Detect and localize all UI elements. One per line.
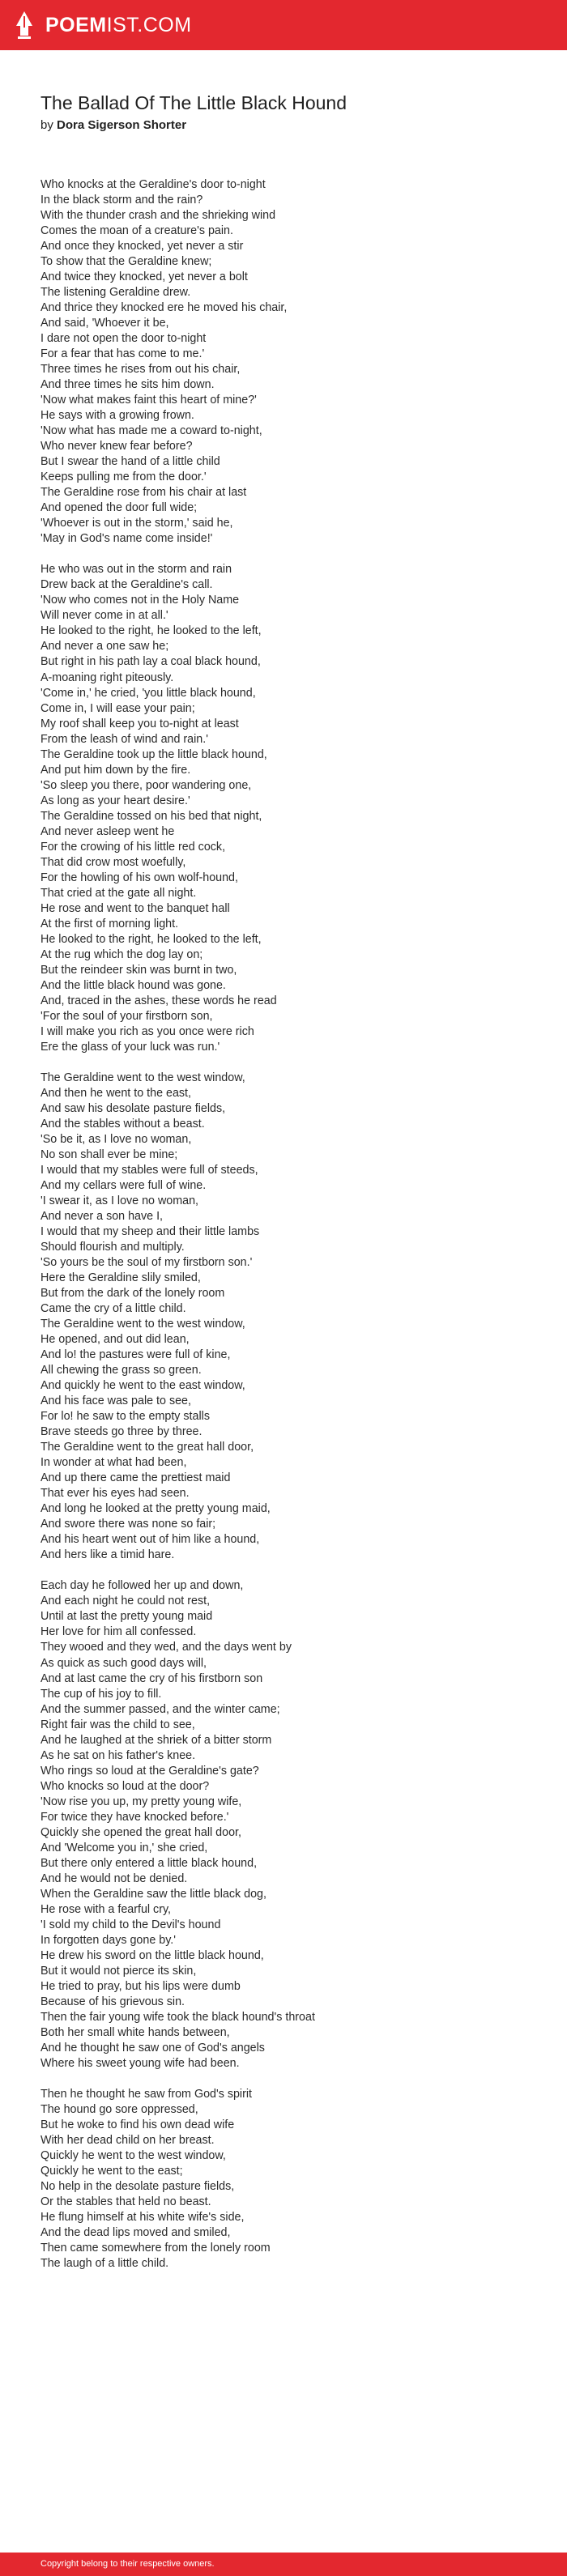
poem-line: Who rings so loud at the Geraldine's gate?: [40, 1764, 259, 1778]
poem-line: And once they knocked, yet never a stir: [40, 240, 244, 253]
poem-line: He flung himself at his white wife's side,: [40, 2211, 245, 2225]
poem-line: 'May in God's name come inside!': [40, 532, 213, 546]
poem-line: That ever his eyes had seen.: [40, 1487, 190, 1501]
poem-line: The cup of his joy to fill.: [40, 1687, 162, 1701]
poem-line: For lo! he saw to the empty stalls: [40, 1410, 210, 1424]
copyright-notice: Copyright belong to their respective owners.: [40, 2559, 215, 2569]
site-logo[interactable]: [13, 10, 192, 40]
poem-line: And never asleep went he: [40, 824, 175, 838]
poem-line: And twice they knocked, yet never a bolt: [40, 270, 248, 284]
poem-line: The Geraldine went to the great hall door,: [40, 1441, 254, 1454]
poem-line: He tried to pray, but his lips were dumb: [40, 1979, 241, 1993]
poem-line: I dare not open the door to-night: [40, 332, 207, 346]
poem-line: Where his sweet young wife had been.: [40, 2056, 240, 2070]
poem-line: And said, 'Whoever it be,: [40, 317, 169, 330]
poem-line: To show that the Geraldine knew;: [40, 255, 212, 269]
poem-line: Her love for him all confessed.: [40, 1625, 197, 1639]
poem-line: In the black storm and the rain?: [40, 194, 203, 207]
poem-line: Drew back at the Geraldine's call.: [40, 578, 213, 592]
poem-line: And three times he sits him down.: [40, 378, 215, 392]
poem-line: He rose and went to the banquet hall: [40, 901, 230, 915]
poem-line: And the little black hound was gone.: [40, 978, 226, 992]
poem-line: Three times he rises from out his chair,: [40, 363, 241, 377]
poem-line: But I swear the hand of a little child: [40, 455, 220, 469]
poem-byline: [40, 118, 186, 132]
poem-line: No son shall ever be mine;: [40, 1147, 178, 1161]
poem-line: And his heart went out of him like a hound,: [40, 1533, 260, 1547]
poem-line: No help in the desolate pasture fields,: [40, 2180, 235, 2194]
poem-line: As he sat on his father's knee.: [40, 1748, 196, 1762]
poem-line: He rose with a fearful cry,: [40, 1902, 172, 1916]
poem-line: And his face was pale to see,: [40, 1394, 191, 1408]
poem-line: Then he thought he saw from God's spirit: [40, 2087, 253, 2101]
poem-line: But from the dark of the lonely room: [40, 1287, 225, 1301]
poem-line: And thrice they knocked ere he moved his chair,: [40, 301, 288, 315]
poem-line: And long he looked at the pretty young maid,: [40, 1502, 271, 1516]
poem-line: And at last came the cry of his firstborn son: [40, 1671, 263, 1685]
poem-line: Comes the moan of a creature's pain.: [40, 224, 233, 238]
poem-line: 'Whoever is out in the storm,' said he,: [40, 517, 233, 530]
poem-line: The hound go sore oppressed,: [40, 2102, 198, 2116]
poem-line: 'So yours be the soul of my firstborn son.': [40, 1256, 253, 1270]
poem-line: In forgotten days gone by.': [40, 1933, 176, 1947]
author-link[interactable]: Dora Sigerson Shorter: [57, 118, 187, 132]
poem-line: The Geraldine rose from his chair at last: [40, 486, 247, 500]
poem-line: But it would not pierce its skin,: [40, 1964, 197, 1978]
poem-line: And, traced in the ashes, these words he read: [40, 994, 277, 1007]
poem-line: A-moaning right piteously.: [40, 671, 174, 684]
poem-line: 'I swear it, as I love no woman,: [40, 1194, 199, 1208]
poem-line: As quick as such good days will,: [40, 1656, 207, 1670]
poem-line: Because of his grievous sin.: [40, 1995, 185, 2008]
poem-line: The listening Geraldine drew.: [40, 286, 191, 300]
poem-line: And 'Welcome you in,' she cried,: [40, 1841, 208, 1854]
poem-line: That cried at the gate all night.: [40, 886, 197, 900]
poem-line: Come in, I will ease your pain;: [40, 701, 195, 715]
poem-line: He who was out in the storm and rain: [40, 563, 232, 577]
poem-line: They wooed and they wed, and the days went by: [40, 1641, 292, 1654]
poem-line: But right in his path lay a coal black hound,: [40, 655, 261, 669]
poem-line: Quickly she opened the great hall door,: [40, 1825, 241, 1839]
poem-line: Brave steeds go three by three.: [40, 1425, 202, 1439]
poem-line: For a fear that has come to me.': [40, 347, 205, 361]
stanza-break: [40, 1055, 543, 1071]
poem-line: Then came somewhere from the lonely room: [40, 2242, 271, 2255]
poem-line: 'I sold my child to the Devil's hound: [40, 1918, 221, 1931]
poem-line: And put him down by the fire.: [40, 763, 191, 777]
poem-line: The Geraldine went to the west window,: [40, 1318, 245, 1331]
poem-line: And the summer passed, and the winter came;: [40, 1702, 280, 1716]
site-header: [0, 0, 567, 50]
poem-line: I would that my sheep and their little lambs: [40, 1225, 260, 1239]
quill-pen-icon: [13, 10, 36, 40]
stanza-break: [40, 1563, 543, 1578]
poem-line: Then the fair young wife took the black hound's throat: [40, 2010, 315, 2024]
poem-line: The Geraldine went to the west window,: [40, 1071, 245, 1084]
poem-line: Should flourish and multiply.: [40, 1241, 185, 1254]
poem-line: With her dead child on her breast.: [40, 2133, 215, 2147]
poem-line: He looked to the right, he looked to the left,: [40, 624, 262, 638]
poem-body: [40, 177, 543, 2272]
poem-line: The Geraldine tossed on his bed that night,: [40, 809, 262, 823]
poem-line: 'So be it, as I love no woman,: [40, 1132, 192, 1146]
poem-line: All chewing the grass so green.: [40, 1364, 202, 1377]
poem-line: Who knocks so loud at the door?: [40, 1779, 210, 1793]
poem-line: At the first of morning light.: [40, 917, 179, 930]
poem-line: And my cellars were full of wine.: [40, 1179, 207, 1193]
poem-line: And never a son have I,: [40, 1210, 164, 1224]
poem-line: And the dead lips moved and smiled,: [40, 2226, 231, 2240]
poem-line: In wonder at what had been,: [40, 1456, 187, 1470]
poem-line: And swore there was none so fair;: [40, 1518, 216, 1531]
poem-line: The laugh of a little child.: [40, 2257, 169, 2271]
poem-line: Who never knew fear before?: [40, 440, 193, 453]
poem-line: And he thought he saw one of God's angels: [40, 2041, 265, 2054]
logo-text-bold: POEM: [45, 13, 107, 36]
poem-line: And quickly he went to the east window,: [40, 1379, 245, 1393]
poem-line: And each night he could not rest,: [40, 1595, 211, 1608]
poem-line: He says with a growing frown.: [40, 409, 194, 423]
stanza-break: [40, 547, 543, 562]
poem-line: He looked to the right, he looked to the left,: [40, 932, 262, 946]
poem-line: And the stables without a beast.: [40, 1117, 205, 1130]
logo-text-rest: IST.COM: [106, 13, 192, 36]
poem-line: And up there came the prettiest maid: [40, 1471, 231, 1485]
site-footer: [0, 2553, 567, 2576]
poem-line: 'Now who comes not in the Holy Name: [40, 594, 240, 607]
poem-line: And saw his desolate pasture fields,: [40, 1101, 226, 1115]
poem-line: But the reindeer skin was burnt in two,: [40, 963, 237, 977]
poem-line: That did crow most woefully,: [40, 855, 186, 869]
poem-line: Both her small white hands between,: [40, 2025, 230, 2039]
poem-line: And lo! the pastures were full of kine,: [40, 1348, 231, 1362]
poem-line: 'For the soul of your firstborn son,: [40, 1009, 213, 1023]
poem-line: Or the stables that held no beast.: [40, 2195, 211, 2209]
poem-line: From the leash of wind and rain.': [40, 732, 208, 746]
poem-line: For twice they have knocked before.': [40, 1810, 229, 1824]
poem-line: When the Geraldine saw the little black dog,: [40, 1887, 266, 1901]
by-label: by: [40, 118, 53, 132]
poem-line: Quickly he went to the east;: [40, 2165, 183, 2178]
poem-line: 'Now rise you up, my pretty young wife,: [40, 1795, 242, 1808]
poem-line: And never a one saw he;: [40, 640, 169, 654]
poem-line: And he would not be denied.: [40, 1871, 188, 1885]
poem-line: He opened, and out did lean,: [40, 1333, 190, 1347]
poem-line: With the thunder crash and the shrieking wind: [40, 209, 276, 223]
poem-line: 'Now what has made me a coward to-night,: [40, 424, 262, 438]
poem-line: And he laughed at the shriek of a bitter storm: [40, 1733, 272, 1747]
poem-line: 'Now what makes faint this heart of mine?': [40, 394, 257, 407]
poem-line: And then he went to the east,: [40, 1086, 191, 1100]
logo-wordmark: [45, 14, 192, 37]
poem-line: For the howling of his own wolf-hound,: [40, 871, 238, 884]
poem-line: Quickly he went to the west window,: [40, 2149, 226, 2162]
poem-line: Will never come in at all.': [40, 609, 168, 623]
poem-line: Each day he followed her up and down,: [40, 1579, 244, 1593]
poem-line: 'So sleep you there, poor wandering one,: [40, 778, 252, 792]
poem-line: Came the cry of a little child.: [40, 1302, 186, 1316]
poem-line: Right fair was the child to see,: [40, 1718, 195, 1731]
poem-line: I would that my stables were full of steeds,: [40, 1164, 258, 1177]
poem-line: Ere the glass of your luck was run.': [40, 1040, 220, 1054]
poem-line: The Geraldine took up the little black hound,: [40, 747, 267, 761]
poem-line: But there only entered a little black hound,: [40, 1856, 258, 1870]
poem-line: He drew his sword on the little black hound,: [40, 1948, 264, 1962]
poem-line: I will make you rich as you once were rich: [40, 1024, 254, 1038]
stanza-break: [40, 2071, 543, 2087]
poem-title: The Ballad Of The Little Black Hound: [40, 92, 347, 113]
poem-line: Keeps pulling me from the door.': [40, 470, 207, 484]
poem-line: At the rug which the dog lay on;: [40, 947, 203, 961]
poem-line: And opened the door full wide;: [40, 501, 198, 515]
poem-line: Here the Geraldine slily smiled,: [40, 1271, 201, 1285]
poem-line: 'Come in,' he cried, 'you little black hound,: [40, 686, 256, 700]
poem-line: Until at last the pretty young maid: [40, 1610, 213, 1624]
poem-line: As long as your heart desire.': [40, 794, 190, 807]
poem-line: My roof shall keep you to-night at least: [40, 717, 239, 730]
poem-line: And hers like a timid hare.: [40, 1548, 175, 1562]
poem-line: For the crowing of his little red cock,: [40, 840, 226, 854]
poem-line: Who knocks at the Geraldine's door to-night: [40, 178, 266, 191]
poem-line: But he woke to find his own dead wife: [40, 2118, 235, 2131]
